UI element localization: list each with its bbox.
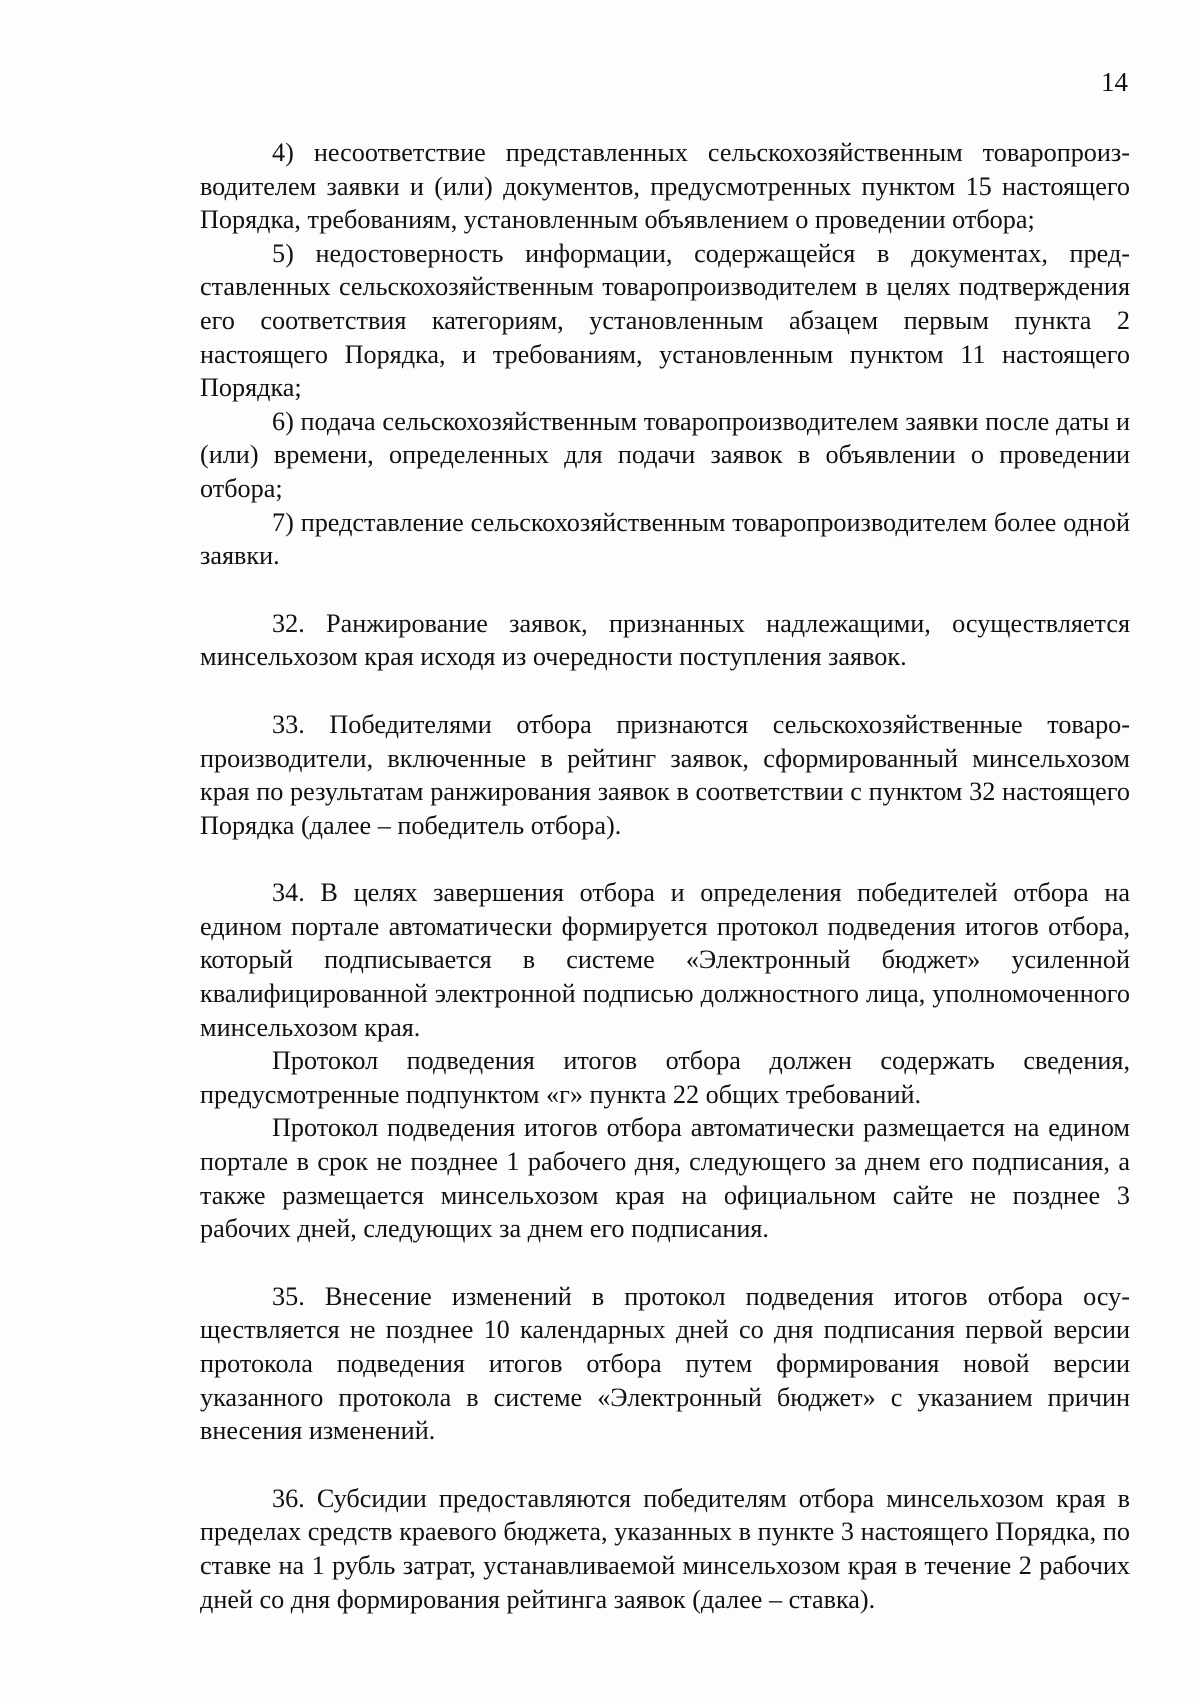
paragraph-36: 36. Субсидии предоставляются победителям отбора минсельхозом края в пределах средств краевого бюджета, указанных в пункте 3 настоящего Порядка, по ставке на 1 рубль затрат, устанавливаемой минсельхозом края в течение 2 рабочих дней со дня формирования рейтинга заявок (далее – ставка). (200, 1483, 1130, 1614)
paragraph-item-5: 5) недостоверность информации, содержащейся в документах, представленных сельскохозяйственным товаропроизводителем в целях подтверждения его соответствия категориям, установленным абзацем первым пункта 2 настоящего Порядка, и требованиям, установленным пунктом 11 настоящего Порядка; (200, 238, 1130, 403)
paragraph-item-4: 4) несоответствие представленных сельскохозяйственным товаропроизводителем заявки и (или) документов, предусмотренных пунктом 15 настоящего Порядка, требованиям, установленным объявлением о проведении отбора; (200, 138, 1130, 235)
paragraph-34-protocol-publication: Протокол подведения итогов отбора автоматически размещается на едином портале в срок не позднее 1 рабочего дня, следующего за днем его подписания, а также размещается минсельхозом края на официальном сайте не позднее 3 рабочих дней, следующих за днем его подписания. (200, 1113, 1130, 1244)
document-body (200, 136, 1130, 1616)
paragraph-item-7: 7) представление сельскохозяйственным товаропроизводителем более одной заявки. (200, 507, 1130, 571)
paragraph-32: 32. Ранжирование заявок, признанных надлежащими, осуществляется минсельхозом края исходя из очередности поступления заявок. (200, 608, 1130, 672)
page-number: 14 (1101, 67, 1128, 97)
paragraph-33: 33. Победителями отбора признаются сельскохозяйственные товаропроизводители, включенные в рейтинг заявок, сформированный минсельхозом края по результатам ранжирования заявок в соответствии с пунктом 32 настоящего Порядка (далее – победитель отбора). (200, 709, 1130, 840)
paragraph-item-6: 6) подача сельскохозяйственным товаропроизводителем заявки после даты и (или) времени, определенных для подачи заявок в объявлении о проведении отбора; (200, 406, 1130, 503)
paragraph-35: 35. Внесение изменений в протокол подведения итогов отбора осуществляется не позднее 10 календарных дней со дня подписания первой версии протокола подведения итогов отбора путем формирования новой версии указанного протокола в системе «Электронный бюджет» с указанием причин внесения изменений. (200, 1281, 1130, 1446)
paragraph-34-protocol-content: Протокол подведения итогов отбора должен содержать сведения, предусмотренные подпунктом «г» пункта 22 общих требований. (200, 1046, 1130, 1109)
paragraph-34: 34. В целях завершения отбора и определения победителей отбора на едином портале автоматически формируется протокол подведения итогов отбора, который подписывается в системе «Электронный бюджет» усиленной квалифицированной электронной подписью должностного лица, уполномоченного минсельхозом края. (200, 878, 1130, 1042)
